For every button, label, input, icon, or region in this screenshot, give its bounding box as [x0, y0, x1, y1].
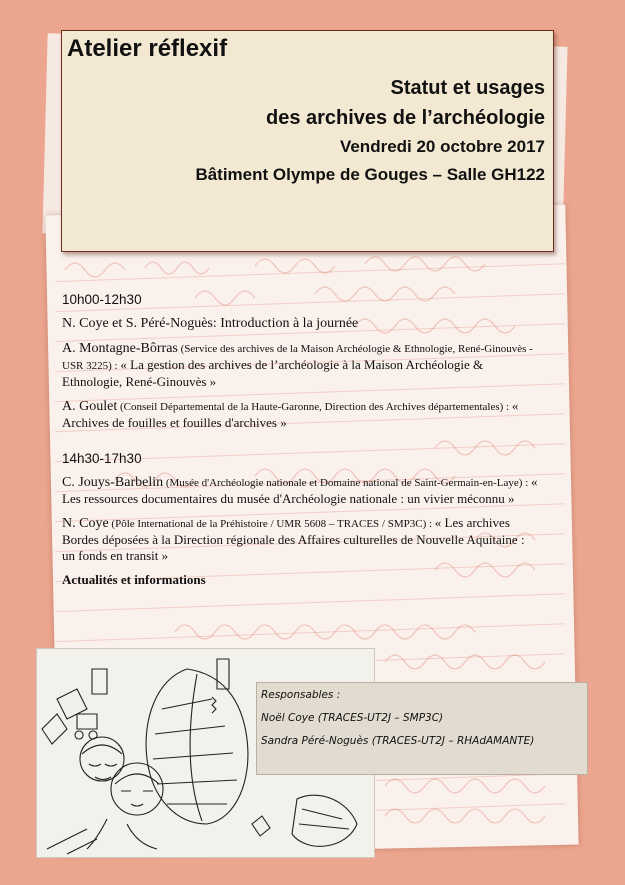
speaker: N. Coye et S. Péré-Noguès: Introduction à la journée [62, 316, 359, 331]
news-heading: Actualités et informations [62, 572, 206, 587]
affiliation: (Musée d'Archéologie nationale et Domaine national de Saint-Germain-en-Laye) : [163, 477, 532, 489]
session-2-time: 14h30-17h30 [62, 451, 142, 466]
event-date: Vendredi 20 octobre 2017 [339, 137, 545, 156]
organizer-1: Noël Coye (TRACES-UT2J – SMP3C) [261, 712, 444, 724]
affiliation: (Service des archives de la Maison Archéologie & Ethnologie, René-Ginouvès - USR 3225) : [62, 343, 533, 372]
program-entry [62, 340, 540, 390]
organizer-2: Sandra Péré-Noguès (TRACES-UT2J – RHAdAMANTE) [261, 735, 535, 747]
title-banner [61, 30, 554, 252]
talk-title: « Les archives Bordes déposées à la Direction régionale des Affaires culturelles de Nouvelle Aquitaine : un fonds en transit » [62, 515, 525, 563]
affiliation: (Conseil Départemental de la Haute-Garonne, Direction des Archives départementales) : [117, 401, 512, 413]
subtitle-line-2: des archives de l’archéologie [265, 107, 545, 129]
talk-title: « Les ressources documentaires du musée d'Archéologie nationale : un vivier méconnu » [62, 474, 538, 506]
talk-title: « La gestion des archives de l’archéologie à la Maison Archéologie & Ethnologie, René-Ginouvès » [62, 357, 484, 389]
talk-title: « Archives de fouilles et fouilles d'archives » [62, 398, 519, 430]
affiliation: (Pôle International de la Préhistoire / UMR 5608 – TRACES / SMP3C) : [108, 518, 435, 530]
program-entry [62, 315, 540, 332]
program-entry [62, 515, 540, 564]
page-title: Atelier réflexif [67, 35, 228, 62]
session-1-time: 10h00-12h30 [62, 292, 142, 307]
program-entry [62, 398, 540, 431]
event-venue: Bâtiment Olympe de Gouges – Salle GH122 [195, 165, 545, 184]
speaker: A. Montagne-Bôrras [62, 341, 178, 356]
program [62, 288, 540, 588]
program-entry [62, 474, 540, 507]
subtitle-line-1: Statut et usages [390, 77, 545, 99]
speaker: C. Jouys-Barbelin [62, 475, 164, 490]
organizers-heading: Responsables : [261, 689, 341, 701]
speaker: A. Goulet [62, 399, 118, 414]
organizers-box [256, 682, 588, 775]
speaker: N. Coye [62, 516, 109, 531]
